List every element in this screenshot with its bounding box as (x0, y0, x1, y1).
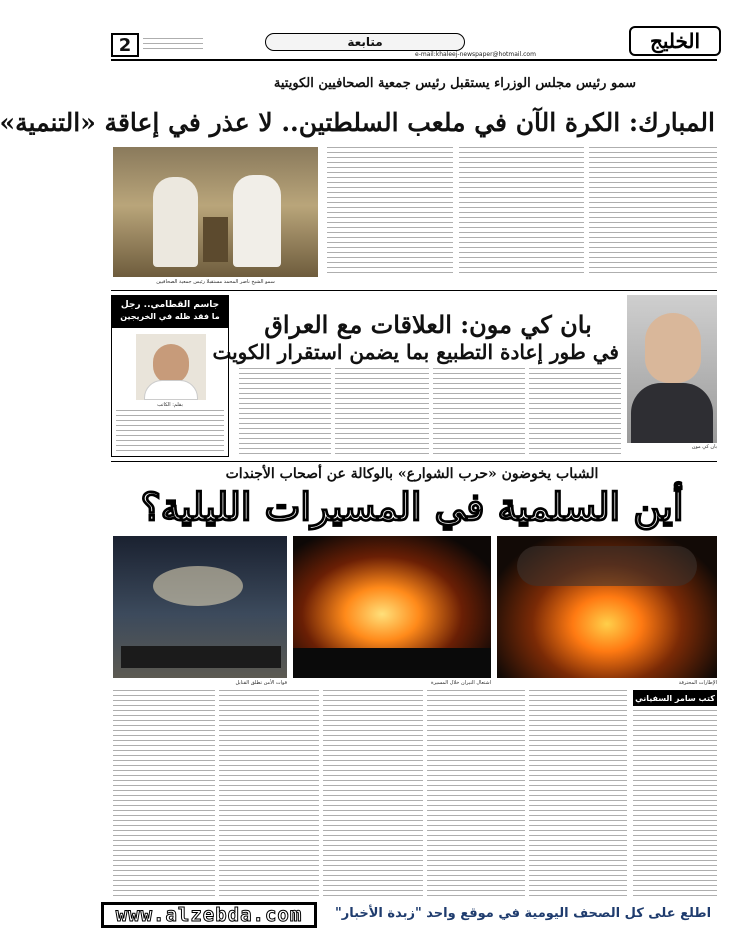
fire-smoke-1 (517, 546, 697, 586)
watermark-slogan: اطلع على كل الصحف اليومية في موقع واحد "زبدة الأخبار" (334, 906, 712, 921)
story2-suit (631, 383, 713, 443)
story2-body-col3 (335, 368, 429, 456)
story2-face (645, 313, 701, 383)
story3-body-col3 (427, 690, 525, 896)
story3-photo2-caption: اشتعال النيران خلال المسيرة (430, 680, 491, 686)
story3-body-col4 (323, 690, 423, 896)
divider-2 (111, 461, 717, 462)
column-title-bar (112, 296, 228, 328)
column-author-body (144, 380, 198, 400)
story3-byline: كتب سامر السفياني (635, 693, 715, 703)
story2-body-col2 (433, 368, 525, 456)
story3-photo-middle (293, 536, 491, 678)
column-title-line1: جاسم القطامي.. رجل (120, 300, 220, 310)
story1-photo-caption: سمو الشيخ ناصر المحمد مستقبلا رئيس جمعية الصحافيين (156, 279, 275, 285)
story3-headline: أين السلمية في المسيرات الليلية؟ (140, 484, 684, 529)
section-title: متابعة (347, 35, 383, 49)
logo-text: الخليج (649, 29, 701, 53)
story2-photo (627, 295, 717, 443)
watermark-site[interactable]: www.alzebda.com (115, 904, 303, 926)
story1-body-col3 (327, 147, 453, 275)
column-box (111, 295, 229, 457)
story3-body-col2 (529, 690, 627, 896)
story2-body-col4 (239, 368, 331, 456)
story3-photo-left (113, 536, 287, 678)
night-glow (153, 566, 243, 606)
story1-person-left (153, 177, 198, 267)
watermark-site-box[interactable] (101, 902, 317, 928)
page-number: 2 (118, 34, 132, 56)
story3-kicker: الشباب يخوضون «حرب الشوارع» بالوكالة عن أصحاب الأجندات (225, 466, 599, 482)
header-pill (265, 33, 465, 51)
story1-headline: المبارك: الكرة الآن في ملعب السلطتين.. لا عذر في إعاقة «التنمية» (0, 108, 715, 137)
story1-person-right (233, 175, 281, 267)
masthead-logo (629, 26, 721, 56)
story2-headline-line2: في طور إعادة التطبيع بما يضمن استقرار الكويت (212, 340, 619, 364)
story1-chair (203, 217, 228, 262)
story3-photo-right (497, 536, 717, 678)
story3-byline-box (633, 690, 717, 706)
story3-photo1-caption: قوات الأمن تطلق القنابل (235, 680, 287, 686)
story1-kicker: سمو رئيس مجلس الوزراء يستقبل رئيس جمعية الصحافيين الكويتية (273, 76, 637, 91)
story1-photo (113, 147, 318, 277)
story1-body-col2 (459, 147, 584, 275)
story2-body-col1 (529, 368, 621, 456)
page-number-box (111, 33, 139, 57)
header-date-lines (143, 38, 203, 52)
story3-body-col5 (219, 690, 319, 896)
divider-1 (111, 290, 717, 291)
header-email: e-mail:khaleej-newspaper@hotmail.com (415, 51, 536, 58)
header-rule (111, 59, 717, 61)
police-vehicles (121, 646, 281, 668)
story1-body-col1 (589, 147, 717, 275)
story2-photo-caption: بان كي مون (691, 444, 717, 450)
column-author-caption: بقلم: الكاتب (157, 402, 183, 408)
story3-body-col6 (113, 690, 215, 896)
column-author-photo (136, 334, 206, 400)
column-title-line2: ما فقد ظله في الخريجين (120, 312, 220, 321)
story3-body-col1 (633, 710, 717, 896)
column-body (116, 410, 224, 454)
story3-photo3-caption: الإطارات المحترقة (678, 680, 717, 686)
story2-headline-line1: بان كي مون: العلاقات مع العراق (264, 310, 592, 339)
silhouette-crowd (293, 648, 491, 678)
column-author-face (153, 344, 189, 384)
